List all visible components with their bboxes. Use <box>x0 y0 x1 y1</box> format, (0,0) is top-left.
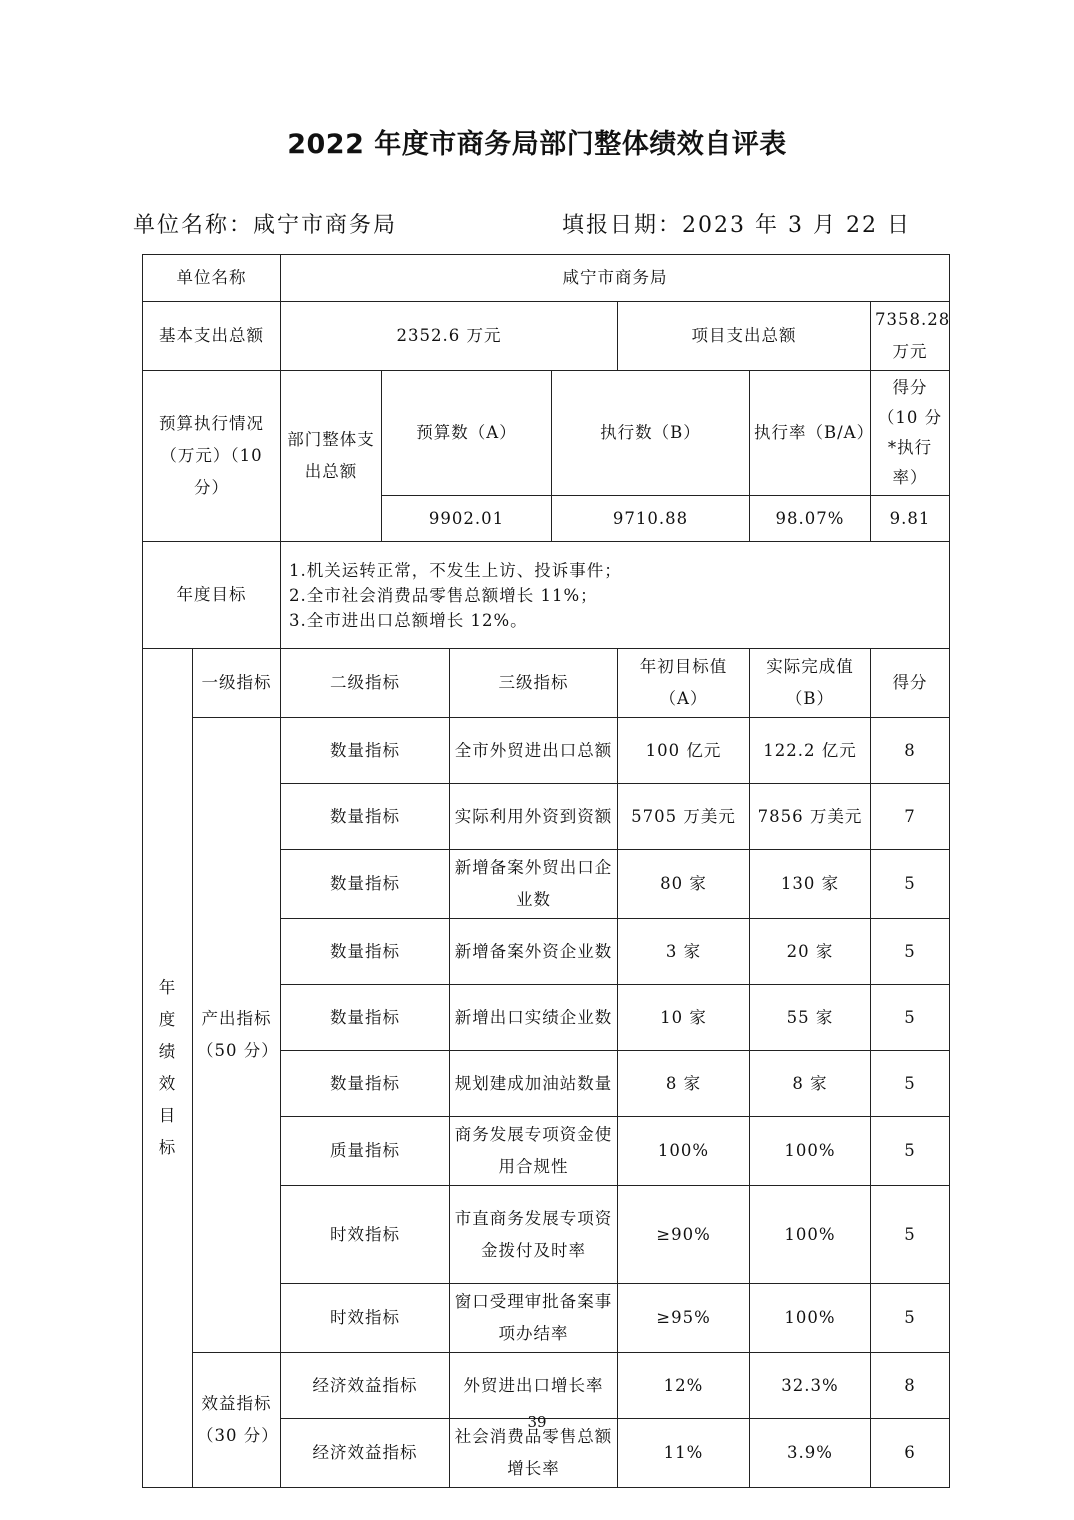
score-cell: 5 <box>871 1284 950 1353</box>
budget-label: 预算执行情况（万元）（10 分） <box>143 371 281 542</box>
target-cell: 80 家 <box>618 850 750 919</box>
actual-cell: 8 家 <box>750 1051 871 1117</box>
annual-goal-row <box>143 542 950 649</box>
score-cell: 8 <box>871 1353 950 1419</box>
unit-name-value: 咸宁市商务局 <box>281 255 950 302</box>
level2-cell: 时效指标 <box>281 1284 450 1353</box>
group-benefit: 效益指标（30 分） <box>193 1353 281 1488</box>
level2-cell: 经济效益指标 <box>281 1419 450 1488</box>
score-cell: 7 <box>871 784 950 850</box>
unit-line: 单位名称：咸宁市商务局 <box>133 213 398 238</box>
header-level2: 二级指标 <box>281 649 450 718</box>
header-actual: 实际完成值（B） <box>750 649 871 718</box>
level3-cell: 商务发展专项资金使用合规性 <box>450 1117 618 1186</box>
actual-cell: 100% <box>750 1186 871 1284</box>
level3-cell: 全市外贸进出口总额 <box>450 718 618 784</box>
level2-cell: 数量指标 <box>281 1051 450 1117</box>
level3-cell: 窗口受理审批备案事项办结率 <box>450 1284 618 1353</box>
unit-name-label: 单位名称 <box>143 255 281 302</box>
level3-cell: 社会消费品零售总额增长率 <box>450 1419 618 1488</box>
date-line: 填报日期：2023 年 3 月 22 日 <box>562 213 911 238</box>
goal-item: 1.机关运转正常，不发生上访、投诉事件； <box>289 560 622 580</box>
basic-expense-label: 基本支出总额 <box>143 302 281 371</box>
budget-val-score: 9.81 <box>871 496 950 542</box>
target-cell: 8 家 <box>618 1051 750 1117</box>
actual-cell: 100% <box>750 1284 871 1353</box>
indicator-header-row <box>143 649 950 718</box>
dept-total-label: 部门整体支出总额 <box>281 371 382 542</box>
level2-cell: 质量指标 <box>281 1117 450 1186</box>
budget-val-rate: 98.07% <box>750 496 871 542</box>
table-row <box>143 1353 950 1419</box>
score-cell: 5 <box>871 850 950 919</box>
table-row <box>143 718 950 784</box>
budget-val-b: 9710.88 <box>552 496 750 542</box>
level2-cell: 数量指标 <box>281 985 450 1051</box>
level2-cell: 数量指标 <box>281 718 450 784</box>
annual-goal-label: 年度目标 <box>143 542 281 649</box>
header-level1: 一级指标 <box>193 649 281 718</box>
basic-expense-value: 2352.6 万元 <box>281 302 618 371</box>
target-cell: 11% <box>618 1419 750 1488</box>
level3-cell: 新增出口实绩企业数 <box>450 985 618 1051</box>
budget-col-score: 得分（10 分*执行率） <box>871 371 950 496</box>
score-cell: 8 <box>871 718 950 784</box>
level3-cell: 外贸进出口增长率 <box>450 1353 618 1419</box>
score-cell: 6 <box>871 1419 950 1488</box>
level3-cell: 规划建成加油站数量 <box>450 1051 618 1117</box>
expense-row <box>143 302 950 371</box>
actual-cell: 100% <box>750 1117 871 1186</box>
budget-header-row <box>143 371 950 496</box>
score-cell: 5 <box>871 1051 950 1117</box>
actual-cell: 55 家 <box>750 985 871 1051</box>
actual-cell: 20 家 <box>750 919 871 985</box>
target-cell: ≥90% <box>618 1186 750 1284</box>
project-expense-label: 项目支出总额 <box>618 302 871 371</box>
target-cell: 10 家 <box>618 985 750 1051</box>
score-cell: 5 <box>871 1117 950 1186</box>
actual-cell: 3.9% <box>750 1419 871 1488</box>
budget-col-a: 预算数（A） <box>382 371 552 496</box>
annual-goals <box>281 542 950 649</box>
actual-cell: 130 家 <box>750 850 871 919</box>
target-cell: 3 家 <box>618 919 750 985</box>
header-level3: 三级指标 <box>450 649 618 718</box>
budget-col-rate: 执行率（B/A） <box>750 371 871 496</box>
header-score: 得分 <box>871 649 950 718</box>
level2-cell: 时效指标 <box>281 1186 450 1284</box>
level3-cell: 实际利用外资到资额 <box>450 784 618 850</box>
performance-table <box>142 254 950 1488</box>
actual-cell: 7856 万美元 <box>750 784 871 850</box>
level2-cell: 数量指标 <box>281 850 450 919</box>
perf-label-cell <box>143 649 193 1488</box>
score-cell: 5 <box>871 919 950 985</box>
level3-cell: 新增备案外贸出口企业数 <box>450 850 618 919</box>
actual-cell: 32.3% <box>750 1353 871 1419</box>
target-cell: 5705 万美元 <box>618 784 750 850</box>
target-cell: ≥95% <box>618 1284 750 1353</box>
unit-name-row <box>143 255 950 302</box>
level2-cell: 数量指标 <box>281 784 450 850</box>
level3-cell: 市直商务发展专项资金拨付及时率 <box>450 1186 618 1284</box>
level2-cell: 数量指标 <box>281 919 450 985</box>
score-cell: 5 <box>871 1186 950 1284</box>
header-target: 年初目标值（A） <box>618 649 750 718</box>
goal-item: 2.全市社会消费品零售总额增长 11%； <box>289 585 598 605</box>
score-cell: 5 <box>871 985 950 1051</box>
level3-cell: 新增备案外资企业数 <box>450 919 618 985</box>
budget-val-a: 9902.01 <box>382 496 552 542</box>
target-cell: 100% <box>618 1117 750 1186</box>
actual-cell: 122.2 亿元 <box>750 718 871 784</box>
group-output: 产出指标（50 分） <box>193 718 281 1353</box>
perf-label: 年度绩效目标 <box>158 978 177 1157</box>
budget-col-b: 执行数（B） <box>552 371 750 496</box>
goal-item: 3.全市进出口总额增长 12%。 <box>289 610 528 630</box>
page-title: 2022 年度市商务局部门整体绩效自评表 <box>287 129 787 160</box>
target-cell: 12% <box>618 1353 750 1419</box>
page-number: 39 <box>527 1413 547 1431</box>
level2-cell: 经济效益指标 <box>281 1353 450 1419</box>
project-expense-value: 7358.28 万元 <box>871 302 950 371</box>
target-cell: 100 亿元 <box>618 718 750 784</box>
